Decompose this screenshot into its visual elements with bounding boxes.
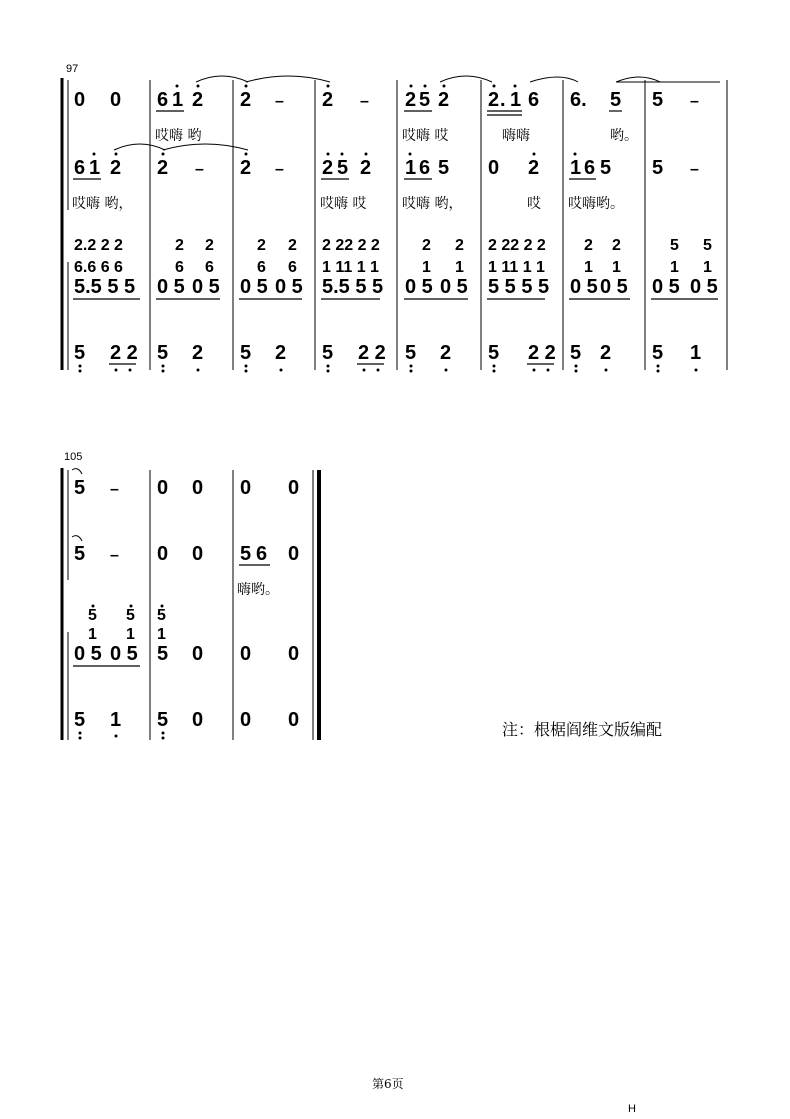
staff-3-accompaniment — [74, 237, 712, 276]
svg-text:–: – — [690, 161, 699, 178]
svg-text:5: 5 — [703, 237, 712, 254]
svg-text:2: 2 — [438, 89, 450, 111]
svg-text:哎: 哎 — [527, 196, 541, 212]
svg-text:6: 6 — [256, 543, 268, 565]
svg-text:0: 0 — [74, 89, 86, 111]
svg-text:6: 6 — [257, 259, 266, 276]
svg-text:0 5: 0 5 — [652, 276, 680, 298]
svg-text:0 5: 0 5 — [110, 643, 138, 665]
svg-text:0 5: 0 5 — [405, 276, 433, 298]
svg-text:5: 5 — [488, 342, 500, 364]
svg-text:6: 6 — [157, 89, 169, 111]
svg-text:5: 5 — [157, 607, 166, 624]
svg-text:哎嗨 哟，: 哎嗨 哟， — [402, 196, 463, 212]
svg-text:1: 1 — [510, 89, 522, 111]
svg-text:2: 2 — [584, 237, 593, 254]
svg-text:1: 1 — [89, 157, 101, 179]
svg-text:.: . — [500, 89, 506, 111]
svg-text:2: 2 — [405, 89, 417, 111]
svg-text:哎嗨 哟: 哎嗨 哟 — [155, 128, 202, 144]
svg-text:0: 0 — [240, 477, 252, 499]
svg-text:5: 5 — [74, 342, 86, 364]
svg-text:6.6 6 6: 6.6 6 6 — [74, 259, 123, 276]
svg-text:0: 0 — [192, 643, 204, 665]
svg-text:–: – — [195, 161, 204, 178]
svg-text:2: 2 — [157, 157, 169, 179]
svg-text:2: 2 — [110, 157, 122, 179]
svg-text:1: 1 — [670, 259, 679, 276]
svg-text:0 5: 0 5 — [192, 276, 220, 298]
svg-text:2 22 2 2: 2 22 2 2 — [322, 237, 380, 254]
svg-text:2: 2 — [612, 237, 621, 254]
svg-text:1: 1 — [88, 626, 97, 643]
svg-text:1: 1 — [110, 709, 122, 731]
svg-text:5: 5 — [240, 342, 252, 364]
svg-text:1: 1 — [405, 157, 417, 179]
svg-text:–: – — [690, 93, 699, 110]
svg-text:6.: 6. — [570, 89, 587, 111]
svg-text:2: 2 — [440, 342, 452, 364]
svg-text:–: – — [110, 547, 119, 564]
svg-text:5: 5 — [74, 543, 86, 565]
svg-text:–: – — [110, 481, 119, 498]
svg-text:哎嗨 哎: 哎嗨 哎 — [320, 196, 367, 212]
svg-text:–: – — [275, 161, 284, 178]
svg-text:0 5: 0 5 — [690, 276, 718, 298]
svg-text:5: 5 — [88, 607, 97, 624]
svg-text:6: 6 — [175, 259, 184, 276]
svg-text:5: 5 — [157, 709, 169, 731]
svg-text:2: 2 — [192, 89, 204, 111]
svg-text:1: 1 — [126, 626, 135, 643]
svg-text:1: 1 — [584, 259, 593, 276]
svg-text:1: 1 — [422, 259, 431, 276]
svg-text:5: 5 — [652, 157, 664, 179]
svg-text:0: 0 — [240, 643, 252, 665]
svg-text:1: 1 — [455, 259, 464, 276]
svg-text:0 5: 0 5 — [600, 276, 628, 298]
staff-1-melody — [74, 89, 699, 111]
svg-text:5: 5 — [337, 157, 349, 179]
svg-text:5: 5 — [600, 157, 612, 179]
svg-text:2: 2 — [175, 237, 184, 254]
svg-text:5: 5 — [405, 342, 417, 364]
svg-text:5: 5 — [610, 89, 622, 111]
svg-text:哎嗨哟。: 哎嗨哟。 — [568, 196, 624, 212]
svg-text:哎嗨 哟，: 哎嗨 哟， — [72, 196, 133, 212]
staff-1-ending — [74, 477, 299, 499]
svg-text:2: 2 — [360, 157, 372, 179]
svg-text:1: 1 — [172, 89, 184, 111]
svg-text:0: 0 — [288, 543, 300, 565]
svg-text:哟。: 哟。 — [610, 128, 638, 144]
staff-4-bass — [74, 342, 701, 364]
svg-text:–: – — [275, 93, 284, 110]
svg-text:2 2: 2 2 — [528, 342, 556, 364]
staff-2-melody — [74, 157, 699, 179]
svg-text:2: 2 — [240, 89, 252, 111]
svg-text:哎嗨 哎: 哎嗨 哎 — [402, 128, 449, 144]
svg-text:6: 6 — [584, 157, 596, 179]
staff-3-bass-line — [74, 276, 718, 298]
svg-text:2: 2 — [322, 89, 334, 111]
svg-text:2: 2 — [528, 157, 540, 179]
svg-text:1: 1 — [612, 259, 621, 276]
lyrics-ending: 嗨哟。 — [237, 582, 279, 598]
svg-text:6: 6 — [74, 157, 86, 179]
svg-text:2.2 2 2: 2.2 2 2 — [74, 237, 123, 254]
svg-text:5: 5 — [652, 89, 664, 111]
svg-text:0 5: 0 5 — [240, 276, 268, 298]
svg-text:0 5: 0 5 — [275, 276, 303, 298]
svg-text:2 2: 2 2 — [110, 342, 138, 364]
svg-text:2: 2 — [288, 237, 297, 254]
svg-text:2: 2 — [240, 157, 252, 179]
svg-text:5: 5 — [570, 342, 582, 364]
svg-text:–: – — [360, 93, 369, 110]
system-2 — [62, 451, 319, 740]
svg-text:2: 2 — [205, 237, 214, 254]
svg-text:1: 1 — [690, 342, 702, 364]
svg-text:0 5: 0 5 — [74, 643, 102, 665]
svg-text:0: 0 — [157, 477, 169, 499]
svg-text:0: 0 — [288, 477, 300, 499]
staff-4-ending-bass — [74, 709, 299, 731]
svg-text:6: 6 — [419, 157, 431, 179]
svg-text:5: 5 — [438, 157, 450, 179]
svg-text:6: 6 — [528, 89, 540, 111]
svg-text:5: 5 — [157, 342, 169, 364]
svg-text:0: 0 — [240, 709, 252, 731]
svg-text:2: 2 — [422, 237, 431, 254]
svg-text:0: 0 — [110, 89, 122, 111]
svg-text:0 5: 0 5 — [440, 276, 468, 298]
svg-text:2: 2 — [192, 342, 204, 364]
svg-text:2: 2 — [275, 342, 287, 364]
svg-text:5.5 5 5: 5.5 5 5 — [74, 276, 136, 298]
svg-text:6: 6 — [205, 259, 214, 276]
svg-text:0: 0 — [288, 643, 300, 665]
svg-text:1: 1 — [703, 259, 712, 276]
svg-text:2: 2 — [257, 237, 266, 254]
svg-text:2 2: 2 2 — [358, 342, 386, 364]
svg-text:5: 5 — [126, 607, 135, 624]
staff-3-ending-chords — [88, 607, 166, 643]
svg-text:5: 5 — [74, 709, 86, 731]
svg-text:5: 5 — [240, 543, 252, 565]
svg-text:5: 5 — [74, 477, 86, 499]
svg-text:0: 0 — [157, 543, 169, 565]
svg-text:0 5: 0 5 — [570, 276, 598, 298]
svg-text:1: 1 — [157, 626, 166, 643]
measure-number-97: 97 — [66, 63, 79, 75]
svg-text:5 5 5 5: 5 5 5 5 — [488, 276, 550, 298]
svg-text:0: 0 — [488, 157, 500, 179]
svg-text:5: 5 — [670, 237, 679, 254]
svg-text:5: 5 — [652, 342, 664, 364]
svg-text:0: 0 — [192, 709, 204, 731]
staff-3-ending-bass-line — [74, 643, 299, 665]
svg-text:嗨嗨: 嗨嗨 — [502, 128, 530, 144]
arrangement-note: 注：根椐阎维文版编配 — [502, 720, 663, 739]
svg-text:5.5 5 5: 5.5 5 5 — [322, 276, 384, 298]
svg-text:0: 0 — [192, 477, 204, 499]
svg-text:1: 1 — [570, 157, 582, 179]
barlines — [150, 80, 727, 370]
svg-text:6: 6 — [288, 259, 297, 276]
svg-text:2: 2 — [488, 89, 500, 111]
staff-2-ending — [74, 543, 299, 565]
svg-text:2: 2 — [455, 237, 464, 254]
svg-text:2: 2 — [322, 157, 334, 179]
system-1 — [62, 63, 727, 373]
measure-number-105: 105 — [64, 451, 83, 463]
svg-text:1 11 1 1: 1 11 1 1 — [488, 259, 545, 276]
svg-text:5: 5 — [419, 89, 431, 111]
svg-text:0: 0 — [192, 543, 204, 565]
svg-text:0: 0 — [288, 709, 300, 731]
lyrics-line-2 — [72, 195, 624, 212]
svg-text:0 5: 0 5 — [157, 276, 185, 298]
svg-text:2: 2 — [600, 342, 612, 364]
svg-text:2 22 2 2: 2 22 2 2 — [488, 237, 546, 254]
corner-mark: H — [628, 1103, 636, 1115]
svg-text:5: 5 — [157, 643, 169, 665]
svg-text:1 11 1 1: 1 11 1 1 — [322, 259, 379, 276]
svg-text:5: 5 — [322, 342, 334, 364]
page-number: 第6页 — [372, 1077, 404, 1091]
